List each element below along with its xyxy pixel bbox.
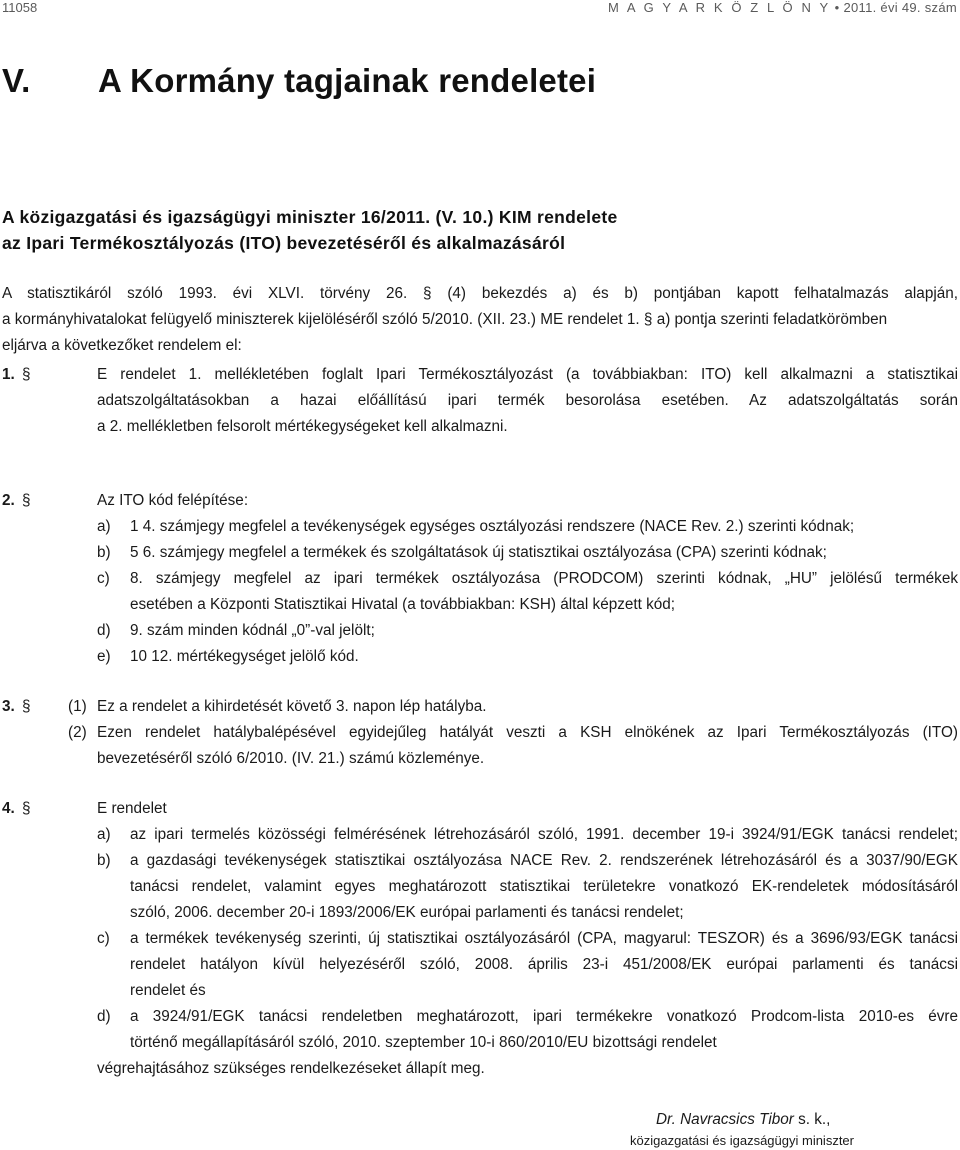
item-line: esetében a Központi Statisztikai Hivatal (a továbbiakban: KSH) által képzett kód; (130, 596, 676, 613)
issue-number: 2011. évi 49. szám (843, 0, 957, 15)
item-line: rendelet hatályon kívül helyezéséről szóló, 2008. április 23-i 451/2008/EK európai parlamenti és tanácsi (130, 956, 958, 973)
item-label: a) (97, 826, 111, 843)
header-bullet: • (834, 0, 840, 15)
subsection-label: (2) (68, 724, 87, 741)
publication-info (608, 0, 957, 15)
decree-title-line: A közigazgatási és igazságügyi miniszter 16/2011. (V. 10.) KIM rendelete (2, 207, 618, 227)
text-line: a 2. mellékletben felsorolt mértékegységeket kell alkalmazni. (97, 418, 508, 435)
paragraph-sign: § (22, 492, 31, 509)
item-line: az ipari termelés közösségi felmérésének létrehozásáról szóló, 1991. december 19-i 3924/91/EGK tanácsi rendelet; (130, 826, 958, 843)
subsection-line: Ez a rendelet a kihirdetését követő 3. napon lép hatályba. (97, 698, 487, 715)
decree-title (2, 204, 618, 256)
item-line: 9. szám minden kódnál „0”-val jelölt; (130, 622, 375, 639)
item-line: a termékek tevékenység szerinti, új statisztikai osztályozásáról (CPA, magyarul: TESZOR) és a 3696/93/EGK tanácsi (130, 930, 958, 947)
closing-line: végrehajtásához szükséges rendelkezéseket állapít meg. (97, 1060, 485, 1077)
signatory-suffix: s. k., (798, 1111, 831, 1128)
item-label: a) (97, 518, 111, 535)
section-intro: E rendelet (97, 800, 167, 817)
chapter-number: V. (2, 62, 31, 99)
item-line: a gazdasági tevékenységek statisztikai osztályozása NACE Rev. 2. rendszerének létrehozásáról és a 3037/90/EGK (130, 852, 958, 869)
preamble-line: eljárva a következőket rendelem el: (2, 337, 242, 354)
text-line: adatszolgáltatásokban a hazai előállítású ipari termék besorolása esetében. Az adatszolgáltatás során (97, 392, 958, 409)
item-label: c) (97, 570, 110, 587)
signatory-role: közigazgatási és igazságügyi miniszter (630, 1133, 854, 1148)
paragraph-sign: § (22, 698, 31, 715)
item-line: rendelet és (130, 982, 206, 999)
publication-name: M A G Y A R K Ö Z L Ö N Y (607, 0, 831, 15)
preamble-line: A statisztikáról szóló 1993. évi XLVI. törvény 26. § (4) bekezdés a) és b) pontjában kapott felhatalmazás alapján, (2, 285, 958, 302)
subsection-line: bevezetéséről szóló 6/2010. (IV. 21.) számú közleménye. (97, 750, 485, 767)
item-line: 10 12. mértékegységet jelölő kód. (130, 648, 359, 665)
item-line: 5 6. számjegy megfelel a termékek és szolgáltatások új statisztikai osztályozása (CPA) szerinti kódnak; (130, 544, 827, 561)
section-4 (2, 796, 960, 1086)
item-line: tanácsi rendelet, valamint egyes meghatározott statisztikai területekre vonatkozó EK-rendeletek módosításáról (130, 878, 958, 895)
signatory-prefix: Dr. (656, 1111, 676, 1128)
item-label: c) (97, 930, 110, 947)
subsection-line: Ezen rendelet hatálybalépésével egyidejűleg hatályát veszti a KSH elnökének az Ipari Termékosztályozás (ITO) (97, 724, 958, 741)
section-intro: Az ITO kód felépítése: (97, 492, 249, 509)
item-label: d) (97, 622, 111, 639)
chapter-title (2, 62, 596, 100)
section-3 (2, 694, 960, 774)
section-1 (2, 362, 960, 442)
item-line: szóló, 2006. december 20-i 1893/2006/EK európai parlamenti és tanácsi rendelet; (130, 904, 684, 921)
item-line: 1 4. számjegy megfelel a tevékenységek egységes osztályozási rendszere (NACE Rev. 2.) szerinti kódnak; (130, 518, 855, 535)
page-number: 11058 (2, 0, 38, 15)
section-number: 2. (2, 492, 15, 509)
item-label: b) (97, 544, 111, 561)
section-number: 1. (2, 366, 15, 383)
item-line: a 3924/91/EGK tanácsi rendeletben meghatározott, ipari termékekre vonatkozó Prodcom-lista 2010-es évre (130, 1008, 958, 1025)
item-line: történő megállapításáról szóló, 2010. szeptember 10-i 860/2010/EU bizottsági rendelet (130, 1034, 717, 1051)
chapter-name: A Kormány tagjainak rendeletei (98, 62, 597, 99)
signatory-name (656, 1111, 830, 1129)
page-header (0, 0, 960, 16)
signatory-fullname: Navracsics Tibor (680, 1111, 794, 1128)
section-number: 4. (2, 800, 15, 817)
item-line: 8. számjegy megfelel az ipari termékek osztályozása (PRODCOM) szerinti kódnak, „HU” jelölésű termékek (130, 570, 958, 587)
decree-title-line: az Ipari Termékosztályozás (ITO) bevezetéséről és alkalmazásáról (2, 233, 566, 253)
preamble-line: a kormányhivatalokat felügyelő miniszterek kijelöléséről szóló 5/2010. (XII. 23.) ME rendelet 1. § a) pontja szerinti feladatkörömben (2, 311, 888, 328)
section-2 (2, 488, 960, 673)
subsection-label: (1) (68, 698, 87, 715)
item-label: b) (97, 852, 111, 869)
section-number: 3. (2, 698, 15, 715)
paragraph-sign: § (22, 800, 31, 817)
item-label: e) (97, 648, 111, 665)
paragraph-sign: § (22, 366, 31, 383)
text-line: E rendelet 1. mellékletében foglalt Ipari Termékosztályozást (a továbbiakban: ITO) kell alkalmazni a statisztikai (97, 366, 958, 383)
preamble (2, 281, 958, 359)
item-label: d) (97, 1008, 111, 1025)
